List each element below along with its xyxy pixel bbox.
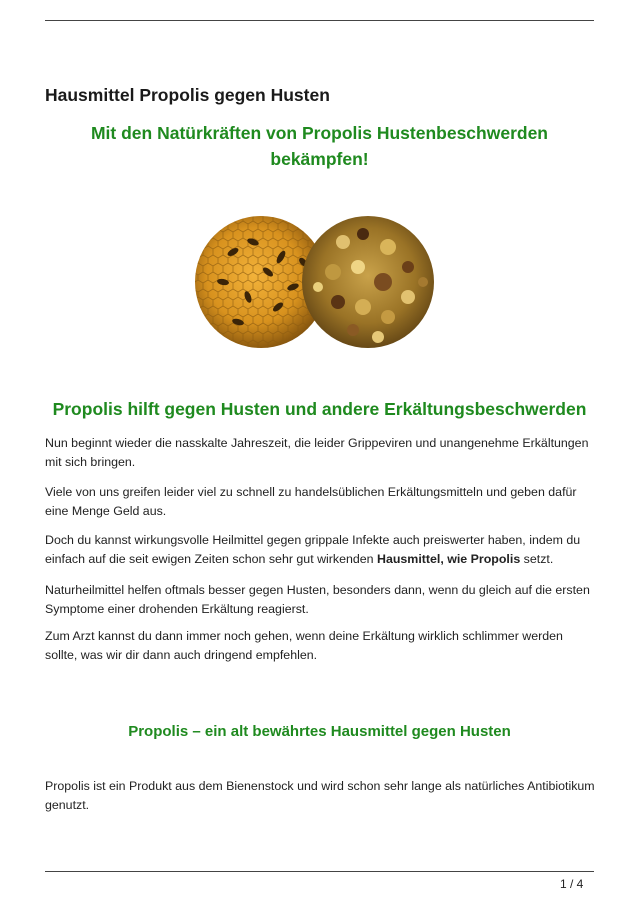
paragraph-3-bold: Hausmittel, wie Propolis	[377, 551, 521, 566]
paragraph-4: Naturheilmittel helfen oftmals besser gegen Husten, besonders dann, wenn du gleich auf die ersten Symptome einer drohenden Erkältung reagierst.	[45, 583, 590, 616]
paragraph-3	[45, 531, 597, 568]
paragraph-1: Nun beginnt wieder die nasskalte Jahreszeit, die leider Grippeviren und unangenehme Erkältungen mit sich bringen.	[45, 436, 589, 469]
propolis-circle	[302, 216, 434, 348]
propolis-illustration	[193, 212, 443, 352]
paragraph-3-end: setzt.	[520, 551, 554, 566]
page-number: 1 / 4	[560, 877, 584, 891]
paragraph-2: Viele von uns greifen leider viel zu schnell zu handelsüblichen Erkältungsmitteln und geben dafür eine Menge Geld aus.	[45, 485, 577, 518]
propolis-image	[193, 212, 443, 352]
page-title: Hausmittel Propolis gegen Husten	[45, 85, 330, 105]
header-rule	[45, 20, 594, 21]
footer-rule	[45, 871, 594, 872]
section-heading-2: Propolis – ein alt bewährtes Hausmittel gegen Husten	[128, 723, 511, 740]
paragraph-6: Propolis ist ein Produkt aus dem Bienenstock und wird schon sehr lange als natürliches Antibiotikum genutzt.	[45, 779, 595, 812]
paragraph-3-start: Doch du kannst wirkungsvolle Heilmittel gegen grippale Infekte auch preiswerter haben, indem du einfach auf die seit ewigen Zeiten schon sehr gut wirkenden	[45, 533, 581, 566]
section-heading-1: Propolis hilft gegen Husten und andere Erkältungsbeschwerden	[52, 399, 587, 419]
page-subtitle: Mit den Natürkräften von Propolis Hustenbeschwerden bekämpfen!	[90, 123, 549, 169]
paragraph-5: Zum Arzt kannst du dann immer noch gehen, wenn deine Erkältung wirklich schlimmer werden sollte, was wir dir dann auch dringend empfehlen.	[45, 629, 563, 662]
